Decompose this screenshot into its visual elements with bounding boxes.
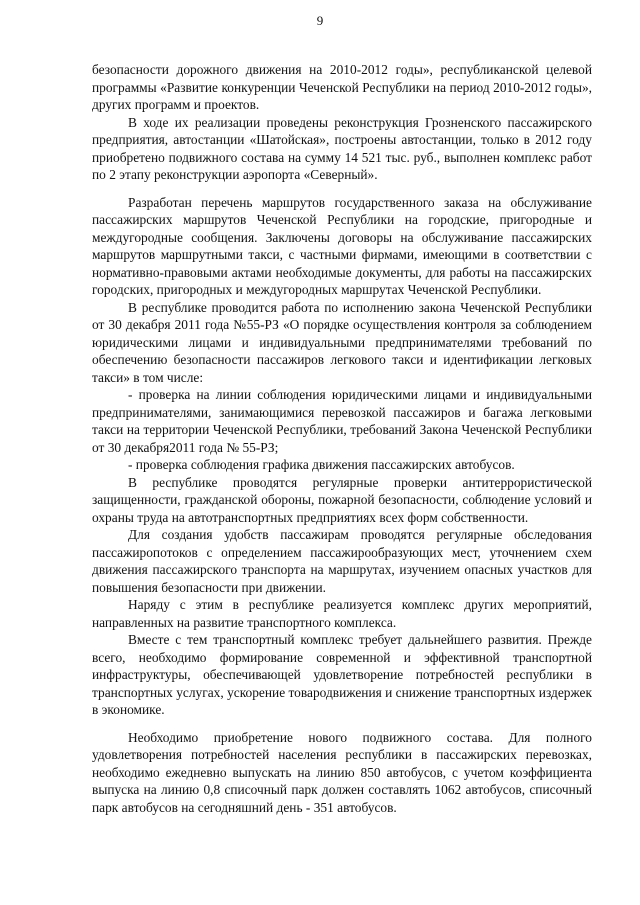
document-body: [92, 61, 592, 816]
paragraph-rolling-stock: Необходимо приобретение нового подвижного состава. Для полного удовлетворения потребностей населения республики в пассажирских перевозках, необходимо ежедневно выпускать на линию 850 автобусов, с учетом коэффициента выпуска на линию 0,8 списочный парк должен составлять 1062 автобусов, списочный парк автобусов на сегодняшний день - 351 автобусов.: [92, 729, 592, 815]
paragraph-route-list: Разработан перечень маршрутов государственного заказа на обслуживание пассажирских маршрутов Чеченской Республики на городские, пригородные и междугородные сообщения. Заключены договоры на обслуживание пассажирских маршрутов маршрутными такси, с частными фирмами, имеющими в соответствии с нормативно-правовыми актами необходимые документы, для работы на пассажирских городских, пригородных и междугородных маршрутах Чеченской Республики.: [92, 194, 592, 297]
paragraph-taxi-law: В республике проводится работа по исполнению закона Чеченской Республики от 30 декабря 2011 года №55-РЗ «О порядке осуществления контроля за соблюдением юридическими лицами и индивидуальными предпринимателями требований по обеспечению безопасности пассажиров легкового такси и идентификации легковых такси» в том числе:: [92, 299, 592, 385]
paragraph-passenger-flows: Для создания удобств пассажирам проводятся регулярные обследования пассажиропотоков с определением пассажирообразующих мест, уточнением схем движения пассажирского транспорта на маршрутах, изучением опасных участков для повышения безопасности при движении.: [92, 527, 592, 595]
page-number: 9: [316, 13, 324, 28]
paragraph-inspections: В республике проводятся регулярные проверки антитеррористической защищенности, гражданской обороны, пожарной безопасности, соблюдение условий и охраны труда на автотранспортных предприятиях всех форм собственности.: [92, 474, 592, 525]
paragraph-other-measures: Наряду с этим в республике реализуется комплекс других мероприятий, направленных на развитие транспортного комплекса.: [92, 597, 592, 630]
paragraph-continuation: безопасности дорожного движения на 2010-2012 годы», республиканской целевой программы «Развитие конкуренции Чеченской Республики на период 2010-2012 годы», других программ и проектов.: [92, 62, 592, 112]
list-item-taxi-check: - проверка на линии соблюдения юридическими лицами и индивидуальными предпринимателями, занимающимися перевозкой пассажиров и багажа легковыми такси на территории Чеченской Республики, требований Закона Чеченской Республики от 30 декабря2011 года № 55-РЗ;: [92, 387, 592, 455]
paragraph-development: Вместе с тем транспортный комплекс требует дальнейшего развития. Прежде всего, необходимо формирование современной и эффективной транспортной инфраструктуры, обеспечивающей удовлетворение потребностей республики в транспортных услугах, ускорение товародвижения и снижение транспортных издержек в экономике.: [92, 632, 592, 717]
paragraph-reconstruction: В ходе их реализации проведены реконструкция Грозненского пассажирского предприятия, автостанции «Шатойская», построены автостанции, только в 2012 году приобретено подвижного состава на сумму 14 521 тыс. руб., выполнен комплекс работ по 2 этапу реконструкции аэропорта «Северный».: [92, 114, 592, 182]
list-item-bus-schedule: - проверка соблюдения графика движения пассажирских автобусов.: [128, 457, 515, 472]
